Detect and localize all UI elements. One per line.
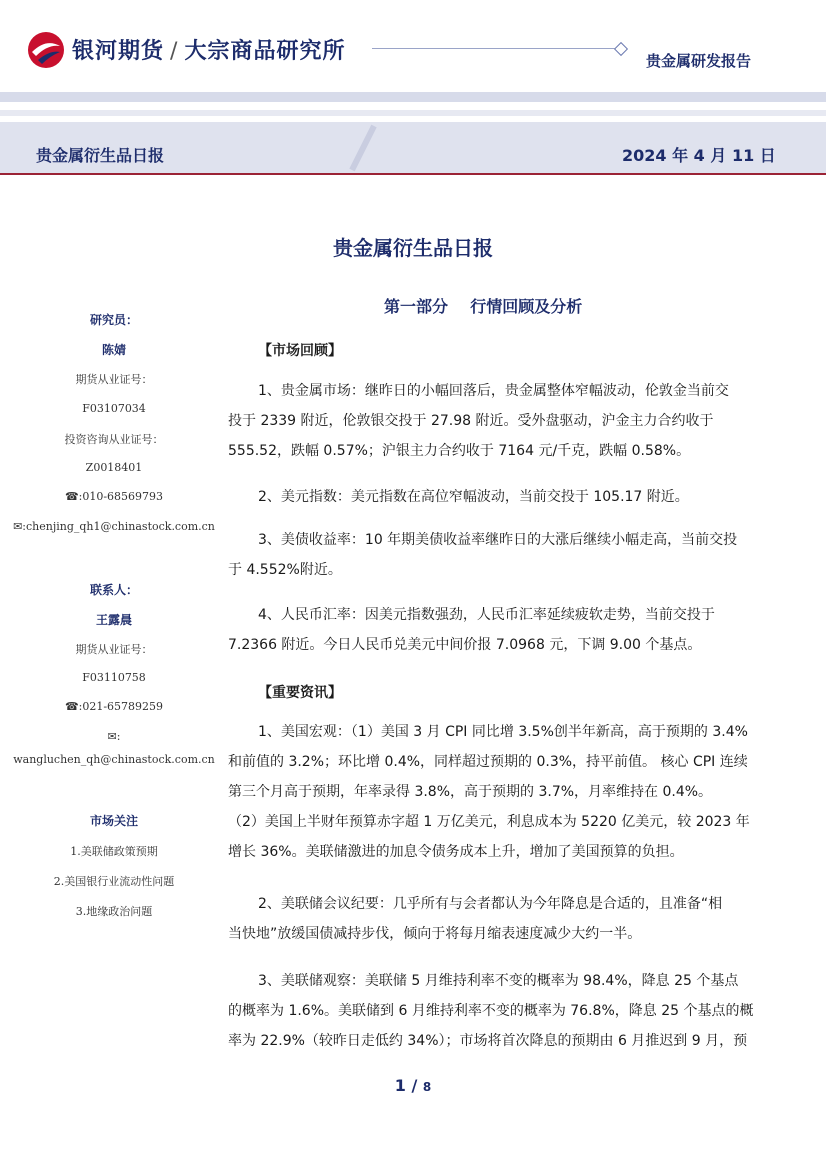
researcher-name: 陈婧	[101, 343, 126, 357]
key-news-p2	[228, 889, 778, 949]
contact-name: 王露晨	[95, 613, 132, 627]
diamond-icon	[614, 42, 628, 56]
contact-email-prefix: ✉:	[107, 730, 121, 743]
market-review-p4	[228, 600, 778, 660]
contact-phone: ☎:021-65789259	[64, 700, 164, 713]
text-line: 3、美联储观察：美联储 5 月维持利率不变的概率为 98.4%，降息 25 个基点	[258, 973, 739, 989]
focus-heading: 市场关注	[89, 814, 138, 828]
key-news-p3	[228, 966, 778, 1056]
contact-license: F03110758	[82, 671, 146, 684]
researcher-license-label: 期货从业证号：	[75, 373, 153, 386]
text-line: 2、美元指数：美元指数在高位窄幅波动，当前交投于 105.17 附近。	[258, 489, 689, 505]
brand-name: 银河期货 / 大宗商品研究所	[72, 39, 346, 64]
researcher-license: F03107034	[82, 402, 146, 415]
focus-item: 1.美联储政策预期	[70, 845, 158, 858]
text-line: 7.2366 附近。今日人民币兑美元中间价报 7.0968 元，下调 9.00 个基点。	[228, 637, 702, 653]
researcher-heading: 研究员：	[89, 313, 138, 327]
text-line: 1、贵金属市场：继昨日的小幅回落后，贵金属整体窄幅波动，伦敦金当前交	[258, 383, 729, 399]
market-review-p1	[228, 376, 778, 466]
text-line: （2）美国上半财年预算赤字超 1 万亿美元，利息成本为 5220 亿美元，较 2023 年	[228, 814, 750, 830]
text-line: 555.52，跌幅 0.57%；沪银主力合约收于 7164 元/千克，跌幅 0.58%。	[228, 443, 691, 459]
header-band	[0, 92, 826, 102]
text-line: 1、美国宏观：（1）美国 3 月 CPI 同比增 3.5%创半年新高，高于预期的 3.4%	[258, 724, 748, 740]
contact-heading: 联系人：	[89, 583, 138, 597]
key-news-label: 【重要资讯】	[258, 685, 342, 701]
text-line: 于 4.552%附近。	[228, 562, 342, 578]
page-current: 1	[394, 1076, 406, 1095]
page-total: 8	[422, 1080, 432, 1094]
text-line: 第三个月高于预期，年率录得 3.8%，高于预期的 3.7%，月率维持在 0.4%。	[228, 784, 713, 800]
text-line: 2、美联储会议纪要：几乎所有与会者都认为今年降息是合适的，且准备“相	[258, 896, 723, 912]
slash-decoration-icon	[330, 122, 390, 174]
galaxy-logo-icon	[26, 30, 66, 70]
focus-item: 3.地缘政治问题	[75, 905, 153, 918]
page-number: 1 / 8	[394, 1076, 432, 1095]
header-rule	[372, 48, 622, 49]
report-type: 贵金属研发报告	[646, 52, 752, 70]
section-title: 第一部分 行情回顾及分析	[384, 297, 583, 316]
text-line: 率为 22.9%（较昨日走低约 34%）；市场将首次降息的预期由 6 月推迟到 9 月，预	[228, 1033, 748, 1049]
report-date: 2024 年 4 月 11 日	[622, 146, 776, 165]
text-line: 投于 2339 附近，伦敦银交投于 27.98 附近。受外盘驱动，沪金主力合约收于	[228, 413, 714, 429]
focus-item: 2.美国银行业流动性问题	[53, 875, 175, 888]
text-line: 增长 36%。美联储激进的加息令债务成本上升，增加了美国预算的负担。	[228, 844, 684, 860]
researcher-phone: ☎:010-68569793	[64, 490, 164, 503]
contact-email: wangluchen_qh@chinastock.com.cn	[13, 753, 215, 766]
market-review-p3	[228, 525, 778, 585]
market-review-p2	[228, 482, 778, 512]
brand-division: 大宗商品研究所	[184, 39, 346, 64]
researcher-email: ✉:chenjing_qh1@chinastock.com.cn	[13, 520, 215, 533]
researcher-consult: Z0018401	[85, 461, 143, 474]
report-name: 贵金属衍生品日报	[36, 146, 165, 165]
brand-company: 银河期货	[72, 39, 165, 64]
contact-license-label: 期货从业证号：	[75, 643, 153, 656]
header-band-thin	[0, 110, 826, 116]
market-review-label: 【市场回顾】	[258, 343, 342, 359]
title-bar-rule	[0, 173, 826, 175]
key-news-p1	[228, 717, 778, 867]
text-line: 3、美债收益率：10 年期美债收益率继昨日的大涨后继续小幅走高，当前交投	[258, 532, 738, 548]
text-line: 的概率为 1.6%。美联储到 6 月维持利率不变的概率为 76.8%，降息 25 个基点的概	[228, 1003, 754, 1019]
text-line: 当快地”放缓国债减持步伐，倾向于将每月缩表速度减少大约一半。	[228, 926, 642, 942]
page-title: 贵金属衍生品日报	[333, 236, 493, 260]
researcher-consult-label: 投资咨询从业证号：	[64, 433, 164, 446]
text-line: 和前值的 3.2%；环比增 0.4%，同样超过预期的 0.3%，持平前值。 核心 CPI 连续	[228, 754, 748, 770]
text-line: 4、人民币汇率：因美元指数强劲，人民币汇率延续疲软走势，当前交投于	[258, 607, 715, 623]
